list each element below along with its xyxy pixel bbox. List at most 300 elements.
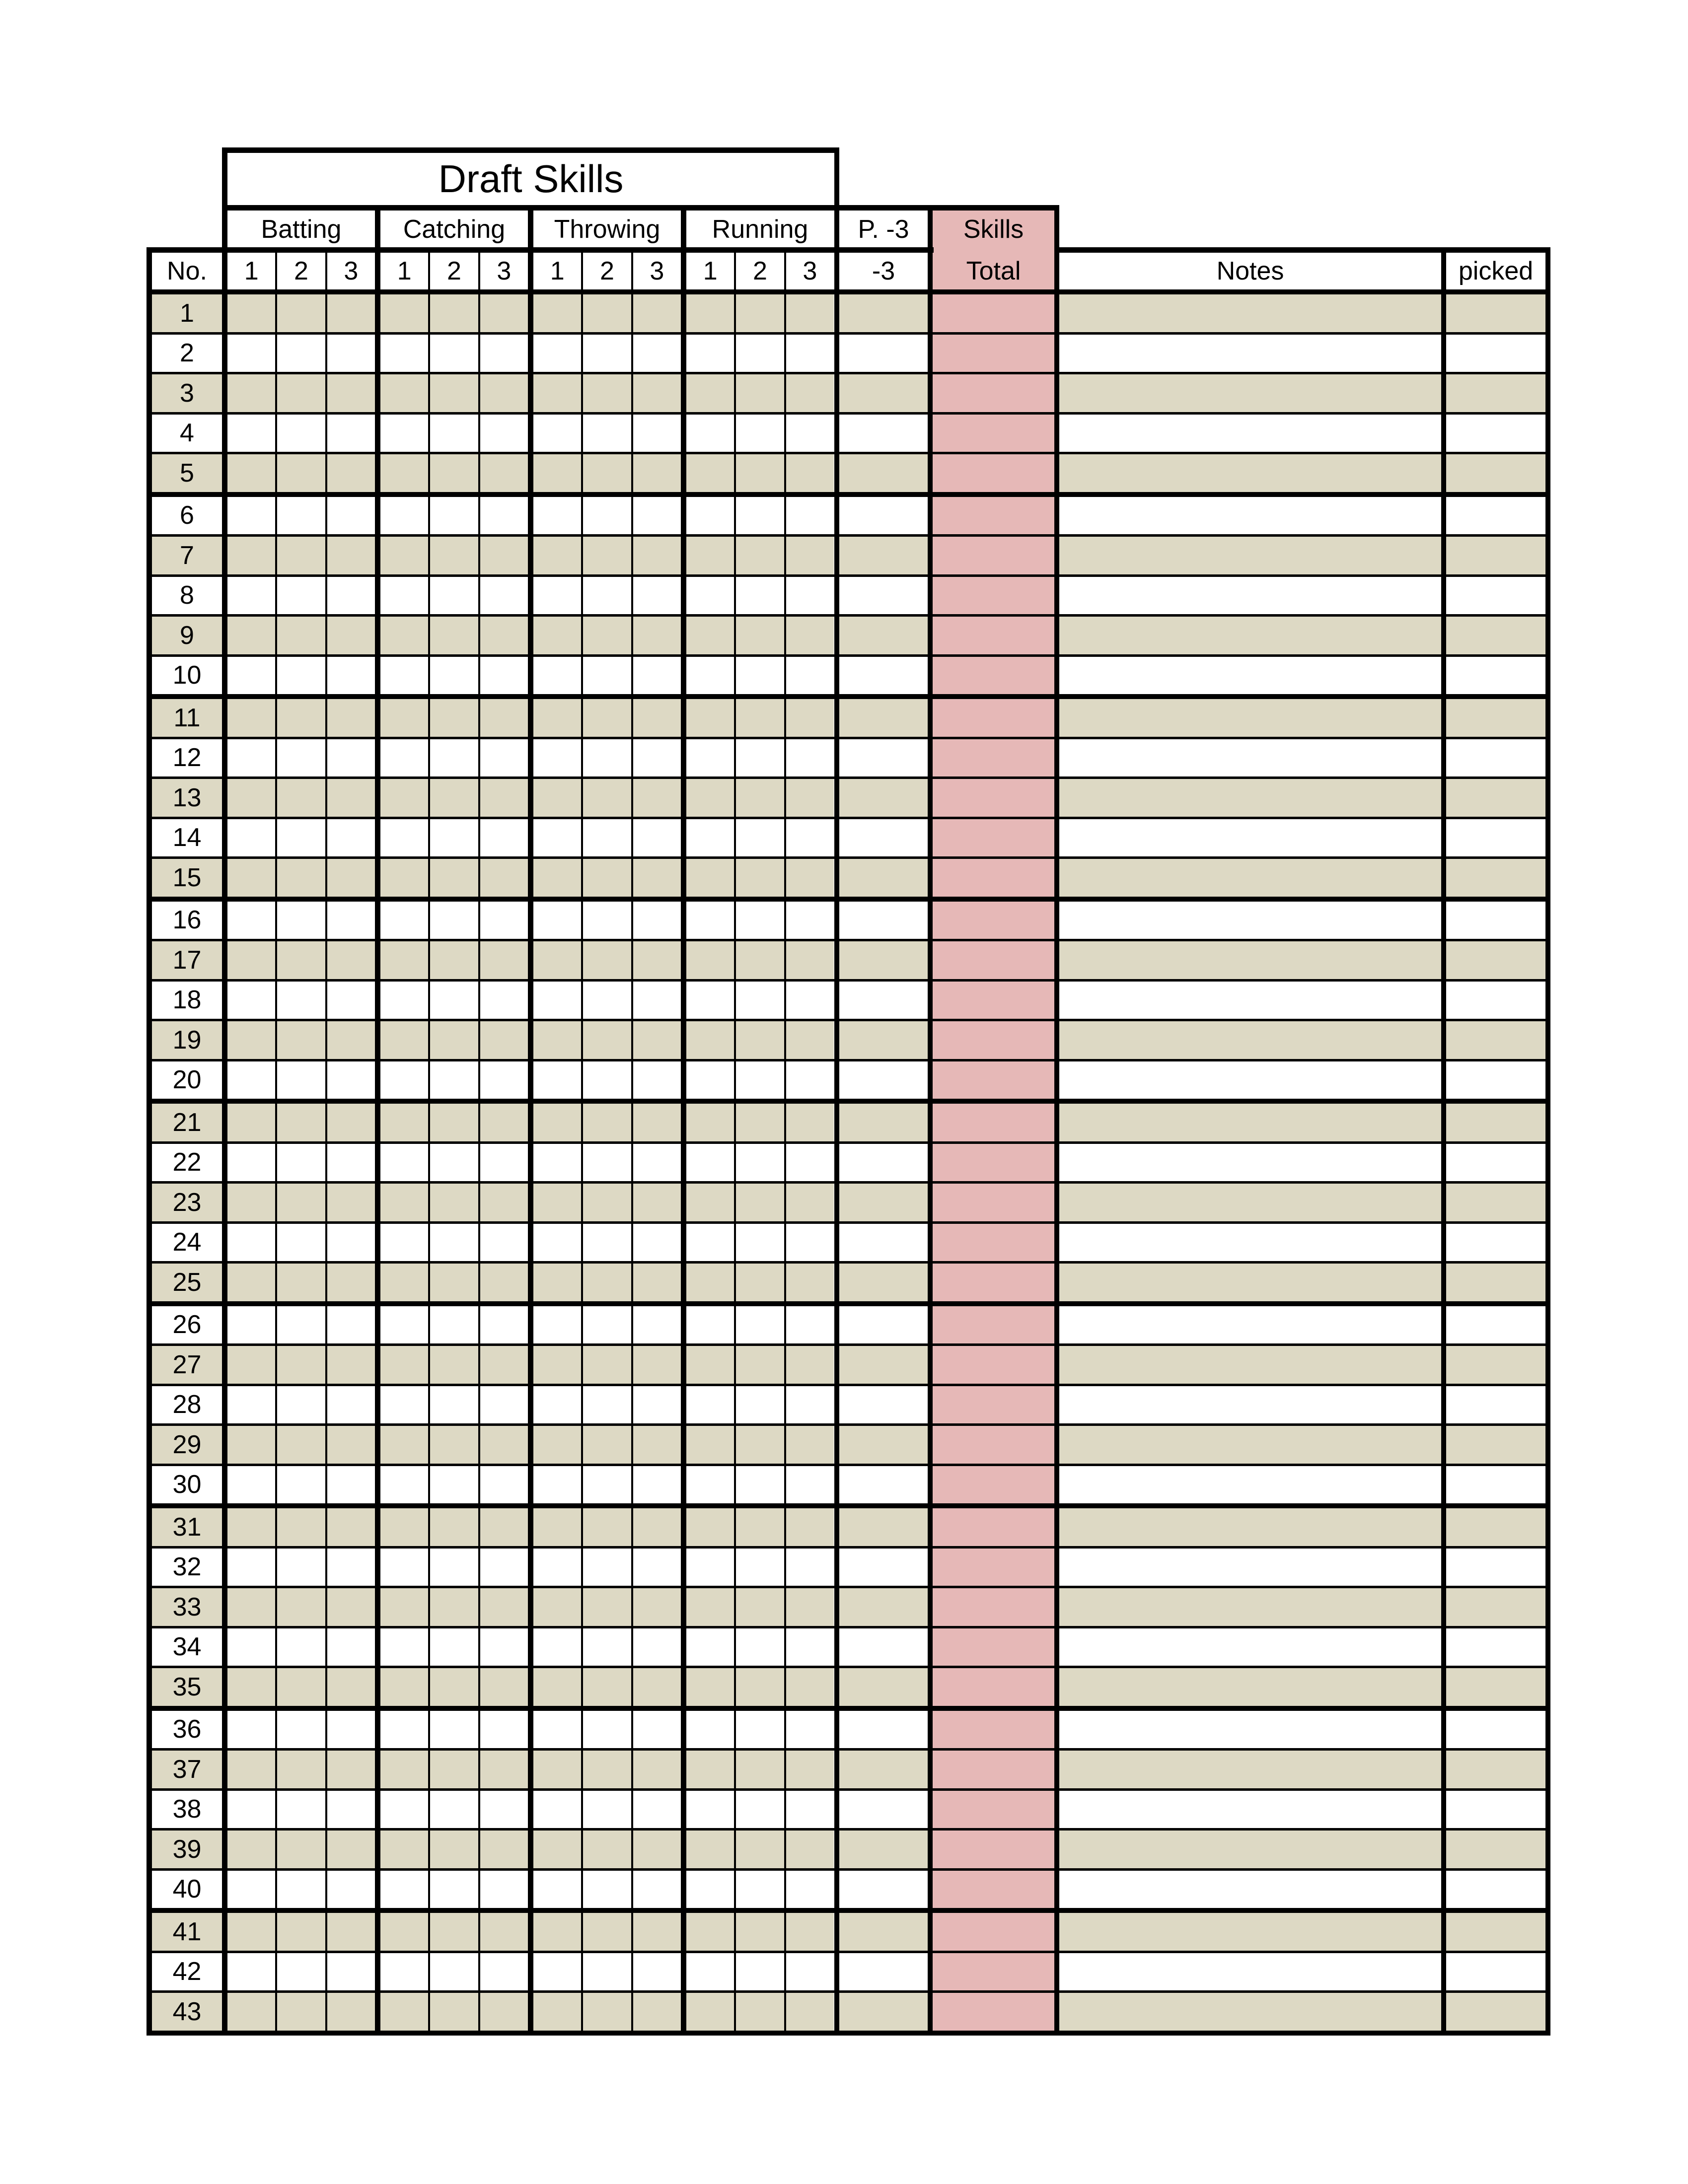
cell-catching-3[interactable] bbox=[480, 1184, 528, 1221]
cell-batting-3[interactable] bbox=[327, 454, 375, 492]
cell-running-2[interactable] bbox=[736, 374, 784, 412]
cell-running-2[interactable] bbox=[736, 941, 784, 979]
cell-throwing-2[interactable] bbox=[583, 1871, 631, 1908]
cell-catching-3[interactable] bbox=[480, 294, 528, 332]
cell-skills-total[interactable] bbox=[933, 1751, 1054, 1788]
cell-throwing-1[interactable] bbox=[533, 454, 581, 492]
cell-catching-2[interactable] bbox=[430, 1628, 478, 1666]
cell-penalty[interactable] bbox=[839, 819, 928, 857]
cell-catching-3[interactable] bbox=[480, 859, 528, 897]
cell-notes[interactable] bbox=[1059, 1346, 1441, 1384]
cell-penalty[interactable] bbox=[839, 982, 928, 1019]
cell-picked[interactable] bbox=[1446, 1224, 1545, 1262]
cell-running-3[interactable] bbox=[786, 1508, 834, 1546]
cell-skills-total[interactable] bbox=[933, 537, 1054, 574]
cell-penalty[interactable] bbox=[839, 1426, 928, 1464]
cell-skills-total[interactable] bbox=[933, 294, 1054, 332]
cell-throwing-2[interactable] bbox=[583, 902, 631, 939]
cell-throwing-3[interactable] bbox=[633, 941, 681, 979]
cell-skills-total[interactable] bbox=[933, 1913, 1054, 1951]
cell-batting-1[interactable] bbox=[227, 1466, 275, 1504]
cell-batting-2[interactable] bbox=[277, 454, 325, 492]
cell-throwing-1[interactable] bbox=[533, 1871, 581, 1908]
cell-batting-2[interactable] bbox=[277, 1913, 325, 1951]
cell-penalty[interactable] bbox=[839, 1913, 928, 1951]
cell-batting-1[interactable] bbox=[227, 1831, 275, 1868]
cell-picked[interactable] bbox=[1446, 1061, 1545, 1099]
cell-picked[interactable] bbox=[1446, 982, 1545, 1019]
cell-throwing-2[interactable] bbox=[583, 1386, 631, 1424]
cell-running-1[interactable] bbox=[686, 1711, 734, 1749]
cell-catching-1[interactable] bbox=[380, 617, 428, 654]
cell-batting-3[interactable] bbox=[327, 537, 375, 574]
cell-throwing-2[interactable] bbox=[583, 1993, 631, 2031]
cell-batting-2[interactable] bbox=[277, 1104, 325, 1141]
cell-running-1[interactable] bbox=[686, 374, 734, 412]
cell-batting-3[interactable] bbox=[327, 374, 375, 412]
cell-batting-3[interactable] bbox=[327, 1184, 375, 1221]
cell-batting-2[interactable] bbox=[277, 779, 325, 817]
cell-throwing-3[interactable] bbox=[633, 415, 681, 452]
cell-batting-2[interactable] bbox=[277, 415, 325, 452]
cell-throwing-2[interactable] bbox=[583, 454, 631, 492]
cell-throwing-1[interactable] bbox=[533, 1628, 581, 1666]
cell-skills-total[interactable] bbox=[933, 1549, 1054, 1586]
cell-batting-2[interactable] bbox=[277, 1144, 325, 1182]
cell-batting-1[interactable] bbox=[227, 1386, 275, 1424]
cell-throwing-1[interactable] bbox=[533, 739, 581, 777]
cell-running-1[interactable] bbox=[686, 779, 734, 817]
cell-running-2[interactable] bbox=[736, 982, 784, 1019]
cell-penalty[interactable] bbox=[839, 415, 928, 452]
cell-picked[interactable] bbox=[1446, 1953, 1545, 1991]
cell-catching-2[interactable] bbox=[430, 739, 478, 777]
cell-notes[interactable] bbox=[1059, 1711, 1441, 1749]
cell-batting-1[interactable] bbox=[227, 1913, 275, 1951]
cell-notes[interactable] bbox=[1059, 537, 1441, 574]
cell-running-2[interactable] bbox=[736, 779, 784, 817]
cell-throwing-2[interactable] bbox=[583, 1711, 631, 1749]
cell-batting-1[interactable] bbox=[227, 1668, 275, 1706]
cell-throwing-1[interactable] bbox=[533, 859, 581, 897]
cell-batting-1[interactable] bbox=[227, 374, 275, 412]
cell-notes[interactable] bbox=[1059, 902, 1441, 939]
cell-running-1[interactable] bbox=[686, 1831, 734, 1868]
cell-throwing-2[interactable] bbox=[583, 1346, 631, 1384]
cell-throwing-1[interactable] bbox=[533, 415, 581, 452]
cell-picked[interactable] bbox=[1446, 294, 1545, 332]
cell-batting-3[interactable] bbox=[327, 1751, 375, 1788]
cell-catching-1[interactable] bbox=[380, 1306, 428, 1344]
cell-running-2[interactable] bbox=[736, 902, 784, 939]
cell-skills-total[interactable] bbox=[933, 1061, 1054, 1099]
cell-throwing-2[interactable] bbox=[583, 415, 631, 452]
cell-catching-3[interactable] bbox=[480, 1791, 528, 1829]
cell-picked[interactable] bbox=[1446, 537, 1545, 574]
cell-running-2[interactable] bbox=[736, 1184, 784, 1221]
cell-batting-3[interactable] bbox=[327, 1508, 375, 1546]
cell-running-2[interactable] bbox=[736, 294, 784, 332]
cell-batting-2[interactable] bbox=[277, 374, 325, 412]
cell-catching-3[interactable] bbox=[480, 819, 528, 857]
cell-throwing-2[interactable] bbox=[583, 1466, 631, 1504]
cell-catching-3[interactable] bbox=[480, 415, 528, 452]
cell-picked[interactable] bbox=[1446, 1346, 1545, 1384]
cell-notes[interactable] bbox=[1059, 1184, 1441, 1221]
cell-catching-1[interactable] bbox=[380, 1913, 428, 1951]
cell-catching-2[interactable] bbox=[430, 1224, 478, 1262]
cell-catching-2[interactable] bbox=[430, 294, 478, 332]
cell-batting-1[interactable] bbox=[227, 779, 275, 817]
cell-throwing-3[interactable] bbox=[633, 454, 681, 492]
cell-batting-2[interactable] bbox=[277, 657, 325, 695]
cell-picked[interactable] bbox=[1446, 415, 1545, 452]
cell-picked[interactable] bbox=[1446, 1021, 1545, 1059]
cell-picked[interactable] bbox=[1446, 819, 1545, 857]
cell-throwing-2[interactable] bbox=[583, 1791, 631, 1829]
cell-running-3[interactable] bbox=[786, 739, 834, 777]
cell-running-1[interactable] bbox=[686, 577, 734, 615]
cell-picked[interactable] bbox=[1446, 1628, 1545, 1666]
cell-picked[interactable] bbox=[1446, 374, 1545, 412]
cell-skills-total[interactable] bbox=[933, 1831, 1054, 1868]
cell-throwing-1[interactable] bbox=[533, 982, 581, 1019]
cell-throwing-1[interactable] bbox=[533, 1668, 581, 1706]
cell-running-2[interactable] bbox=[736, 1953, 784, 1991]
cell-throwing-3[interactable] bbox=[633, 1668, 681, 1706]
cell-picked[interactable] bbox=[1446, 1426, 1545, 1464]
cell-skills-total[interactable] bbox=[933, 1711, 1054, 1749]
cell-catching-1[interactable] bbox=[380, 1346, 428, 1384]
cell-throwing-2[interactable] bbox=[583, 739, 631, 777]
cell-skills-total[interactable] bbox=[933, 699, 1054, 737]
cell-catching-3[interactable] bbox=[480, 1628, 528, 1666]
cell-catching-3[interactable] bbox=[480, 982, 528, 1019]
cell-skills-total[interactable] bbox=[933, 1104, 1054, 1141]
cell-catching-1[interactable] bbox=[380, 982, 428, 1019]
cell-batting-2[interactable] bbox=[277, 577, 325, 615]
cell-batting-3[interactable] bbox=[327, 1224, 375, 1262]
cell-catching-3[interactable] bbox=[480, 1386, 528, 1424]
cell-batting-1[interactable] bbox=[227, 537, 275, 574]
cell-running-2[interactable] bbox=[736, 1668, 784, 1706]
cell-running-2[interactable] bbox=[736, 1993, 784, 2031]
cell-penalty[interactable] bbox=[839, 577, 928, 615]
cell-catching-1[interactable] bbox=[380, 1144, 428, 1182]
cell-batting-1[interactable] bbox=[227, 1508, 275, 1546]
cell-running-2[interactable] bbox=[736, 1871, 784, 1908]
cell-batting-3[interactable] bbox=[327, 577, 375, 615]
cell-running-1[interactable] bbox=[686, 1953, 734, 1991]
cell-picked[interactable] bbox=[1446, 1386, 1545, 1424]
cell-batting-2[interactable] bbox=[277, 1264, 325, 1301]
cell-batting-1[interactable] bbox=[227, 1953, 275, 1991]
cell-batting-2[interactable] bbox=[277, 1224, 325, 1262]
cell-catching-1[interactable] bbox=[380, 1508, 428, 1546]
cell-batting-1[interactable] bbox=[227, 902, 275, 939]
cell-catching-3[interactable] bbox=[480, 1021, 528, 1059]
cell-skills-total[interactable] bbox=[933, 1426, 1054, 1464]
cell-throwing-3[interactable] bbox=[633, 497, 681, 535]
cell-throwing-3[interactable] bbox=[633, 1711, 681, 1749]
cell-running-3[interactable] bbox=[786, 1224, 834, 1262]
cell-running-3[interactable] bbox=[786, 537, 834, 574]
cell-throwing-3[interactable] bbox=[633, 1224, 681, 1262]
cell-throwing-3[interactable] bbox=[633, 1953, 681, 1991]
cell-notes[interactable] bbox=[1059, 1426, 1441, 1464]
cell-picked[interactable] bbox=[1446, 657, 1545, 695]
cell-catching-1[interactable] bbox=[380, 294, 428, 332]
cell-batting-1[interactable] bbox=[227, 1104, 275, 1141]
cell-skills-total[interactable] bbox=[933, 739, 1054, 777]
cell-catching-2[interactable] bbox=[430, 859, 478, 897]
cell-batting-2[interactable] bbox=[277, 497, 325, 535]
cell-catching-3[interactable] bbox=[480, 1466, 528, 1504]
cell-catching-2[interactable] bbox=[430, 1953, 478, 1991]
cell-batting-1[interactable] bbox=[227, 819, 275, 857]
cell-running-2[interactable] bbox=[736, 1224, 784, 1262]
cell-throwing-2[interactable] bbox=[583, 1224, 631, 1262]
cell-penalty[interactable] bbox=[839, 1871, 928, 1908]
cell-batting-2[interactable] bbox=[277, 1184, 325, 1221]
cell-throwing-1[interactable] bbox=[533, 1184, 581, 1221]
cell-throwing-2[interactable] bbox=[583, 577, 631, 615]
cell-penalty[interactable] bbox=[839, 1264, 928, 1301]
cell-penalty[interactable] bbox=[839, 617, 928, 654]
cell-running-2[interactable] bbox=[736, 859, 784, 897]
cell-picked[interactable] bbox=[1446, 1144, 1545, 1182]
cell-batting-3[interactable] bbox=[327, 982, 375, 1019]
cell-throwing-2[interactable] bbox=[583, 1588, 631, 1626]
cell-running-1[interactable] bbox=[686, 982, 734, 1019]
cell-catching-3[interactable] bbox=[480, 1104, 528, 1141]
cell-penalty[interactable] bbox=[839, 779, 928, 817]
cell-catching-2[interactable] bbox=[430, 1061, 478, 1099]
cell-running-2[interactable] bbox=[736, 617, 784, 654]
cell-running-2[interactable] bbox=[736, 1588, 784, 1626]
cell-notes[interactable] bbox=[1059, 374, 1441, 412]
cell-penalty[interactable] bbox=[839, 1104, 928, 1141]
cell-running-3[interactable] bbox=[786, 1588, 834, 1626]
cell-catching-1[interactable] bbox=[380, 1871, 428, 1908]
cell-notes[interactable] bbox=[1059, 1628, 1441, 1666]
cell-batting-3[interactable] bbox=[327, 1871, 375, 1908]
cell-throwing-1[interactable] bbox=[533, 1791, 581, 1829]
cell-batting-3[interactable] bbox=[327, 1993, 375, 2031]
cell-penalty[interactable] bbox=[839, 1953, 928, 1991]
cell-batting-3[interactable] bbox=[327, 657, 375, 695]
cell-skills-total[interactable] bbox=[933, 1346, 1054, 1384]
cell-throwing-3[interactable] bbox=[633, 1306, 681, 1344]
cell-throwing-2[interactable] bbox=[583, 1104, 631, 1141]
cell-skills-total[interactable] bbox=[933, 374, 1054, 412]
cell-running-1[interactable] bbox=[686, 1346, 734, 1384]
cell-throwing-1[interactable] bbox=[533, 1021, 581, 1059]
cell-catching-3[interactable] bbox=[480, 1913, 528, 1951]
cell-catching-2[interactable] bbox=[430, 1993, 478, 2031]
cell-throwing-3[interactable] bbox=[633, 859, 681, 897]
cell-running-2[interactable] bbox=[736, 699, 784, 737]
cell-running-2[interactable] bbox=[736, 335, 784, 372]
cell-batting-1[interactable] bbox=[227, 1588, 275, 1626]
cell-penalty[interactable] bbox=[839, 1184, 928, 1221]
cell-batting-1[interactable] bbox=[227, 617, 275, 654]
cell-catching-3[interactable] bbox=[480, 1426, 528, 1464]
cell-batting-3[interactable] bbox=[327, 1144, 375, 1182]
cell-throwing-1[interactable] bbox=[533, 819, 581, 857]
cell-running-1[interactable] bbox=[686, 1466, 734, 1504]
cell-batting-3[interactable] bbox=[327, 1831, 375, 1868]
cell-catching-1[interactable] bbox=[380, 1588, 428, 1626]
cell-penalty[interactable] bbox=[839, 657, 928, 695]
cell-throwing-1[interactable] bbox=[533, 1549, 581, 1586]
cell-notes[interactable] bbox=[1059, 941, 1441, 979]
cell-catching-3[interactable] bbox=[480, 1668, 528, 1706]
cell-catching-1[interactable] bbox=[380, 1668, 428, 1706]
cell-catching-1[interactable] bbox=[380, 1426, 428, 1464]
cell-skills-total[interactable] bbox=[933, 617, 1054, 654]
cell-running-2[interactable] bbox=[736, 1751, 784, 1788]
cell-throwing-3[interactable] bbox=[633, 1751, 681, 1788]
cell-running-3[interactable] bbox=[786, 415, 834, 452]
cell-batting-2[interactable] bbox=[277, 982, 325, 1019]
cell-batting-2[interactable] bbox=[277, 859, 325, 897]
cell-running-3[interactable] bbox=[786, 577, 834, 615]
cell-catching-2[interactable] bbox=[430, 1871, 478, 1908]
cell-throwing-2[interactable] bbox=[583, 1144, 631, 1182]
cell-skills-total[interactable] bbox=[933, 1628, 1054, 1666]
cell-running-3[interactable] bbox=[786, 1711, 834, 1749]
cell-running-2[interactable] bbox=[736, 1346, 784, 1384]
cell-throwing-2[interactable] bbox=[583, 1831, 631, 1868]
cell-running-2[interactable] bbox=[736, 1791, 784, 1829]
cell-running-1[interactable] bbox=[686, 699, 734, 737]
cell-penalty[interactable] bbox=[839, 1751, 928, 1788]
cell-running-1[interactable] bbox=[686, 902, 734, 939]
cell-running-1[interactable] bbox=[686, 1104, 734, 1141]
cell-skills-total[interactable] bbox=[933, 902, 1054, 939]
cell-catching-2[interactable] bbox=[430, 1791, 478, 1829]
cell-running-1[interactable] bbox=[686, 497, 734, 535]
cell-batting-2[interactable] bbox=[277, 1628, 325, 1666]
cell-catching-1[interactable] bbox=[380, 1061, 428, 1099]
cell-running-1[interactable] bbox=[686, 1386, 734, 1424]
cell-catching-1[interactable] bbox=[380, 657, 428, 695]
cell-penalty[interactable] bbox=[839, 1306, 928, 1344]
cell-running-3[interactable] bbox=[786, 1466, 834, 1504]
cell-skills-total[interactable] bbox=[933, 859, 1054, 897]
cell-batting-3[interactable] bbox=[327, 1953, 375, 1991]
cell-batting-2[interactable] bbox=[277, 941, 325, 979]
cell-catching-2[interactable] bbox=[430, 699, 478, 737]
cell-notes[interactable] bbox=[1059, 617, 1441, 654]
cell-batting-3[interactable] bbox=[327, 941, 375, 979]
cell-skills-total[interactable] bbox=[933, 1144, 1054, 1182]
cell-batting-2[interactable] bbox=[277, 1346, 325, 1384]
cell-notes[interactable] bbox=[1059, 1508, 1441, 1546]
cell-batting-1[interactable] bbox=[227, 699, 275, 737]
cell-throwing-2[interactable] bbox=[583, 657, 631, 695]
cell-catching-3[interactable] bbox=[480, 1144, 528, 1182]
cell-picked[interactable] bbox=[1446, 1264, 1545, 1301]
cell-running-2[interactable] bbox=[736, 819, 784, 857]
cell-catching-1[interactable] bbox=[380, 374, 428, 412]
cell-running-1[interactable] bbox=[686, 1668, 734, 1706]
cell-running-1[interactable] bbox=[686, 819, 734, 857]
cell-penalty[interactable] bbox=[839, 1144, 928, 1182]
cell-catching-2[interactable] bbox=[430, 1306, 478, 1344]
cell-batting-1[interactable] bbox=[227, 1711, 275, 1749]
cell-catching-2[interactable] bbox=[430, 1466, 478, 1504]
cell-throwing-3[interactable] bbox=[633, 294, 681, 332]
cell-penalty[interactable] bbox=[839, 454, 928, 492]
cell-skills-total[interactable] bbox=[933, 779, 1054, 817]
cell-throwing-2[interactable] bbox=[583, 1264, 631, 1301]
cell-catching-2[interactable] bbox=[430, 454, 478, 492]
cell-batting-2[interactable] bbox=[277, 1993, 325, 2031]
cell-catching-2[interactable] bbox=[430, 1668, 478, 1706]
cell-skills-total[interactable] bbox=[933, 335, 1054, 372]
cell-penalty[interactable] bbox=[839, 294, 928, 332]
cell-notes[interactable] bbox=[1059, 497, 1441, 535]
cell-catching-2[interactable] bbox=[430, 1549, 478, 1586]
cell-throwing-3[interactable] bbox=[633, 1831, 681, 1868]
cell-catching-1[interactable] bbox=[380, 1466, 428, 1504]
cell-running-3[interactable] bbox=[786, 699, 834, 737]
cell-running-1[interactable] bbox=[686, 1144, 734, 1182]
cell-batting-3[interactable] bbox=[327, 1306, 375, 1344]
cell-catching-1[interactable] bbox=[380, 819, 428, 857]
cell-catching-1[interactable] bbox=[380, 1993, 428, 2031]
cell-running-3[interactable] bbox=[786, 1184, 834, 1221]
cell-running-1[interactable] bbox=[686, 1061, 734, 1099]
cell-catching-3[interactable] bbox=[480, 617, 528, 654]
cell-running-1[interactable] bbox=[686, 739, 734, 777]
cell-picked[interactable] bbox=[1446, 1913, 1545, 1951]
cell-batting-2[interactable] bbox=[277, 1791, 325, 1829]
cell-batting-1[interactable] bbox=[227, 577, 275, 615]
cell-batting-1[interactable] bbox=[227, 1264, 275, 1301]
cell-catching-3[interactable] bbox=[480, 657, 528, 695]
cell-skills-total[interactable] bbox=[933, 657, 1054, 695]
cell-throwing-1[interactable] bbox=[533, 1831, 581, 1868]
cell-throwing-2[interactable] bbox=[583, 1184, 631, 1221]
cell-running-3[interactable] bbox=[786, 1144, 834, 1182]
cell-catching-3[interactable] bbox=[480, 902, 528, 939]
cell-throwing-3[interactable] bbox=[633, 537, 681, 574]
cell-batting-2[interactable] bbox=[277, 1588, 325, 1626]
cell-penalty[interactable] bbox=[839, 1549, 928, 1586]
cell-throwing-2[interactable] bbox=[583, 941, 631, 979]
cell-catching-1[interactable] bbox=[380, 1021, 428, 1059]
cell-catching-3[interactable] bbox=[480, 1264, 528, 1301]
cell-penalty[interactable] bbox=[839, 537, 928, 574]
cell-batting-3[interactable] bbox=[327, 1021, 375, 1059]
cell-catching-2[interactable] bbox=[430, 902, 478, 939]
cell-catching-1[interactable] bbox=[380, 1751, 428, 1788]
cell-batting-1[interactable] bbox=[227, 1061, 275, 1099]
cell-running-1[interactable] bbox=[686, 1751, 734, 1788]
cell-notes[interactable] bbox=[1059, 454, 1441, 492]
cell-running-2[interactable] bbox=[736, 1913, 784, 1951]
cell-running-1[interactable] bbox=[686, 1993, 734, 2031]
cell-notes[interactable] bbox=[1059, 1466, 1441, 1504]
cell-notes[interactable] bbox=[1059, 1668, 1441, 1706]
cell-running-2[interactable] bbox=[736, 1386, 784, 1424]
cell-skills-total[interactable] bbox=[933, 1224, 1054, 1262]
cell-notes[interactable] bbox=[1059, 657, 1441, 695]
cell-catching-1[interactable] bbox=[380, 739, 428, 777]
